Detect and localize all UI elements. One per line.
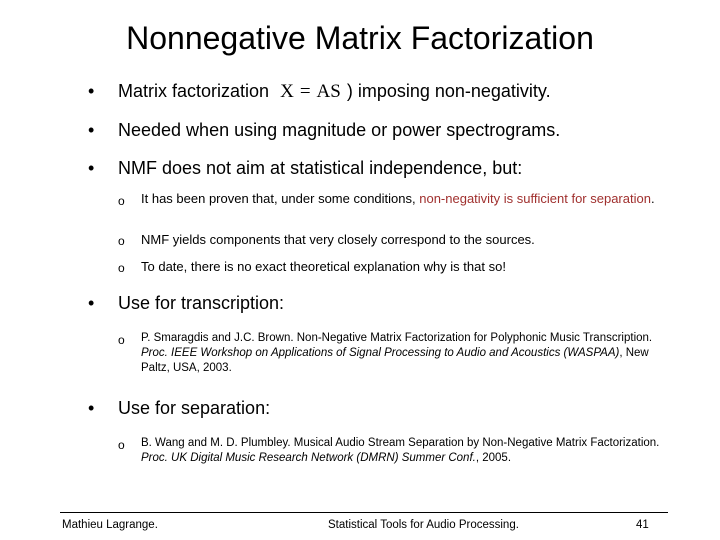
footer-divider (60, 512, 668, 513)
sub-bullet-marker: o (118, 234, 125, 248)
bullet-marker: • (88, 120, 95, 140)
reference-text-end: , 2005. (475, 452, 512, 464)
reference-venue: Proc. IEEE Workshop on Applications of Signal Processing to Audio and Acoustics (WASPAA) (141, 347, 620, 359)
footer-author: Mathieu Lagrange. (62, 519, 158, 531)
bullet-nmf-independence: NMF does not aim at statistical independence, but: (118, 158, 523, 178)
sub-bullet-marker: o (118, 261, 125, 275)
bullet-text: Matrix factorization (118, 81, 270, 101)
bullet-marker: • (88, 81, 95, 101)
bullet-marker: • (88, 293, 95, 313)
bullet-marker: • (88, 158, 95, 178)
formula-as: AS (316, 81, 341, 102)
footer-page-number: 41 (636, 519, 649, 531)
formula-x: X (280, 81, 294, 102)
formula-equals: = (299, 81, 311, 102)
bullet-spectrograms: Needed when using magnitude or power spectrograms. (118, 120, 561, 140)
reference-transcription (141, 331, 661, 376)
reference-venue: Proc. UK Digital Music Research Network (DMRN) Summer Conf. (141, 452, 476, 464)
sub-bullet-no-explanation: To date, there is no exact theoretical explanation why is that so! (141, 259, 506, 274)
sub-bullet-marker: o (118, 438, 125, 452)
bullet-marker: • (88, 398, 95, 418)
sub-bullet-proven (141, 191, 661, 207)
bullet-matrix-factorization (118, 80, 551, 103)
reference-text-end: , New Paltz, USA, 2003. (141, 347, 649, 374)
sub-bullet-text-end: . (650, 191, 655, 206)
sub-bullet-text: It has been proven that, under some conditions, (141, 191, 420, 206)
highlight-text: non-negativity is sufficient for separation (419, 191, 651, 206)
bullet-transcription: Use for transcription: (118, 293, 285, 313)
slide-title: Nonnegative Matrix Factorization (126, 20, 594, 56)
sub-bullet-components: NMF yields components that very closely correspond to the sources. (141, 232, 535, 247)
reference-text: P. Smaragdis and J.C. Brown. Non-Negative Matrix Factorization for Polyphonic Music Transcription. (141, 332, 653, 344)
sub-bullet-marker: o (118, 194, 125, 208)
sub-bullet-marker: o (118, 333, 125, 347)
reference-text: B. Wang and M. D. Plumbley. Musical Audio Stream Separation by Non-Negative Matrix Factorization. (141, 437, 660, 449)
bullet-separation: Use for separation: (118, 398, 271, 418)
reference-separation (141, 436, 661, 466)
footer-course: Statistical Tools for Audio Processing. (328, 519, 519, 531)
bullet-text-suffix: ) imposing non-negativity. (346, 81, 551, 101)
